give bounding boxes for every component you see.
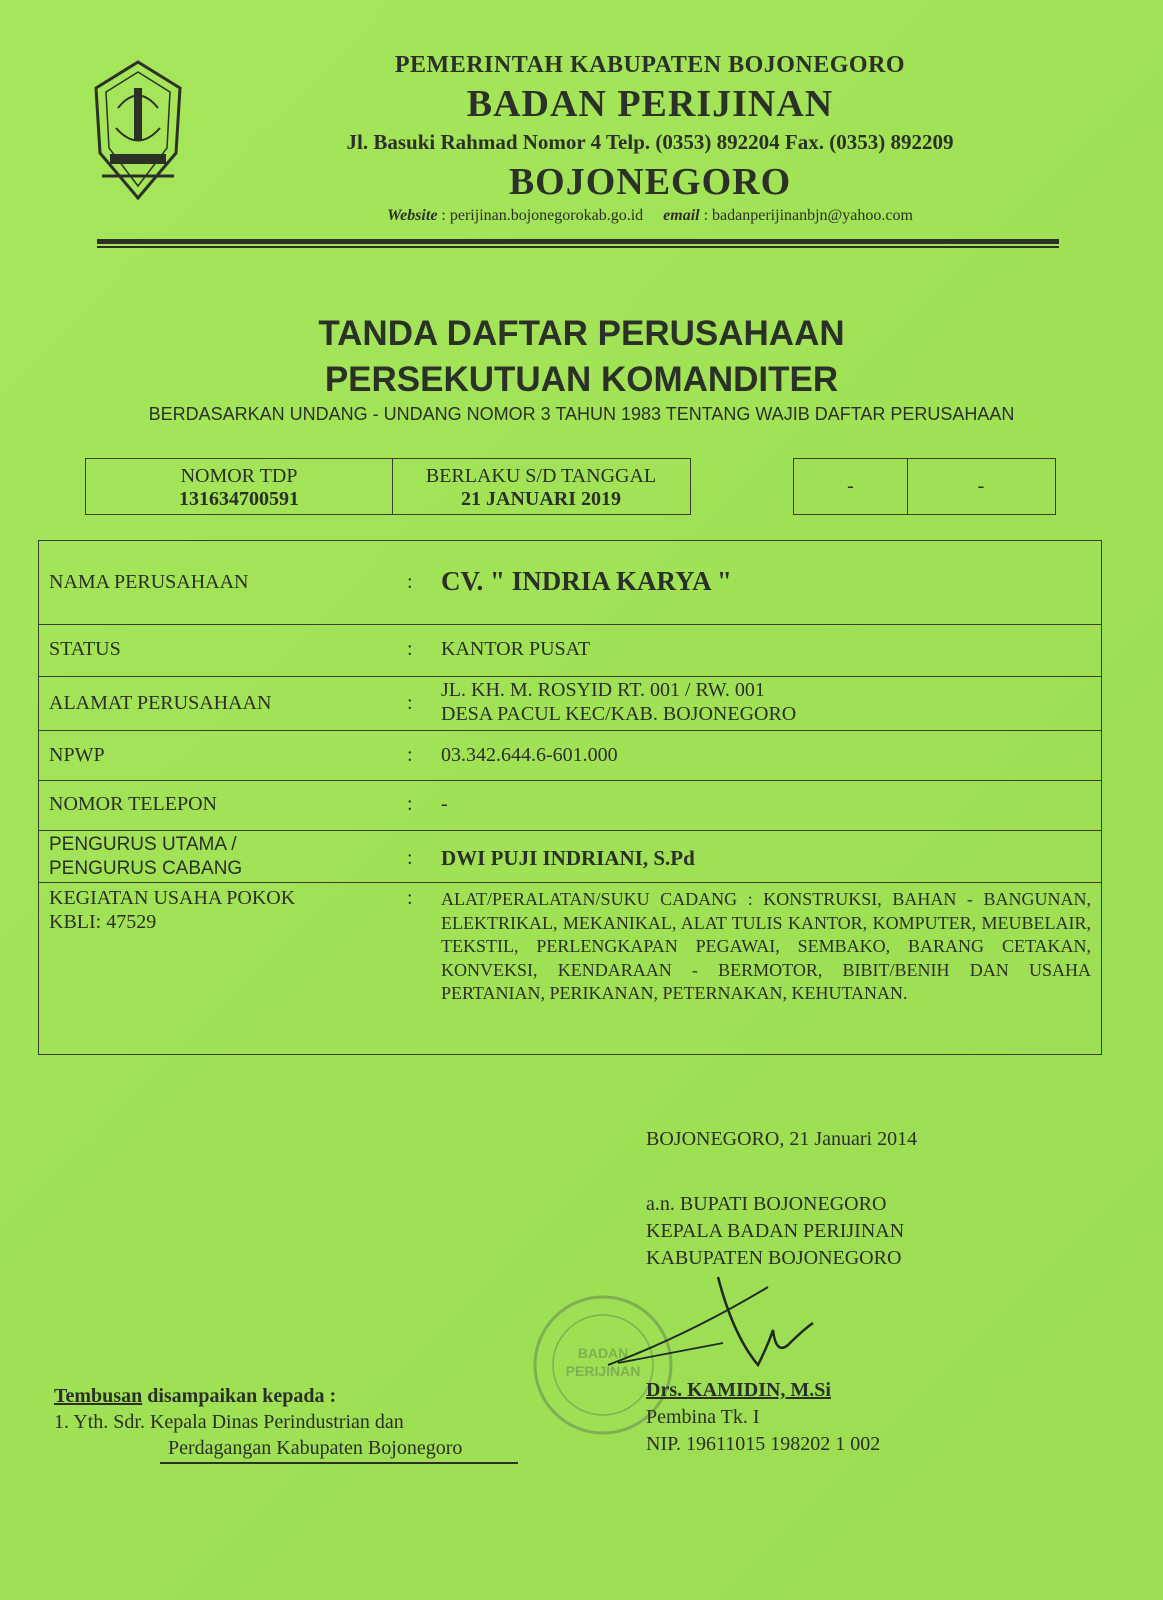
phone-value: - — [441, 793, 448, 815]
row-business-activity — [39, 883, 1101, 1054]
stamp-text-2: PERIJINAN — [565, 1363, 641, 1379]
kbli-label: KBLI: 47529 — [49, 911, 157, 933]
phone-label: NOMOR TELEPON — [49, 793, 217, 815]
row-manager — [39, 831, 1101, 883]
company-name-label: NAMA PERUSAHAAN — [49, 571, 249, 593]
tdp-valid-value: 21 JANUARI 2019 — [461, 488, 621, 510]
stamp-text-1: BADAN — [577, 1345, 629, 1361]
email-label: email — [663, 207, 700, 224]
tdp-info-box — [85, 458, 691, 515]
header-rule-thick — [97, 239, 1059, 244]
blank-box — [793, 458, 1056, 515]
address-label: ALAMAT PERUSAHAAN — [49, 692, 272, 714]
signatory-line-1: a.n. BUPATI BOJONEGORO — [646, 1193, 887, 1215]
status-value: KANTOR PUSAT — [441, 638, 591, 660]
header-rule-thin — [97, 246, 1059, 248]
row-npwp — [39, 731, 1101, 781]
row-company-name — [39, 541, 1101, 625]
tdp-valid-cell — [393, 459, 689, 514]
header-city: BOJONEGORO — [508, 161, 792, 203]
npwp-value: 03.342.644.6-601.000 — [441, 744, 618, 766]
document-subtitle-type: PERSEKUTUAN KOMANDITER — [324, 360, 839, 399]
business-activity-label: KEGIATAN USAHA POKOK — [49, 887, 296, 909]
colon: : — [407, 744, 413, 766]
manager-label-1: PENGURUS UTAMA / — [49, 834, 237, 855]
header-address: Jl. Basuki Rahmad Nomor 4 Telp. (0353) 892204 Fax. (0353) 892209 — [346, 130, 954, 154]
row-phone — [39, 781, 1101, 831]
handwritten-signature-icon — [598, 1275, 818, 1395]
blank-cell-1: - — [794, 459, 908, 514]
signatory-rank: Pembina Tk. I — [646, 1406, 760, 1428]
colon: : — [407, 692, 413, 714]
carbon-copy-item-1-line-1: 1. Yth. Sdr. Kepala Dinas Perindustrian dan — [54, 1411, 404, 1433]
company-name-value: CV. " INDRIA KARYA " — [441, 566, 732, 596]
header-agency: BADAN PERIJINAN — [466, 83, 834, 125]
header-contact — [250, 207, 1050, 225]
legal-basis: BERDASARKAN UNDANG - UNDANG NOMOR 3 TAHUN 1983 TENTANG WAJIB DAFTAR PERUSAHAAN — [148, 404, 1015, 424]
colon: : — [407, 847, 413, 869]
colon: : — [407, 793, 413, 815]
website-value: : perijinan.bojonegorokab.go.id — [441, 207, 644, 224]
carbon-copy-underline — [160, 1462, 518, 1464]
row-address — [39, 677, 1101, 731]
tdp-number-value: 131634700591 — [179, 488, 299, 510]
colon: : — [407, 887, 413, 909]
signatory-nip: NIP. 19611015 198202 1 002 — [646, 1433, 881, 1455]
npwp-label: NPWP — [49, 744, 105, 766]
carbon-copy-title-underlined: Tembusan — [54, 1385, 143, 1407]
manager-value: DWI PUJI INDRIANI, S.Pd — [441, 846, 695, 870]
colon: : — [407, 571, 413, 593]
header-government: PEMERINTAH KABUPATEN BOJONEGORO — [394, 52, 906, 78]
email-value: : badanperijinanbjn@yahoo.com — [703, 207, 913, 224]
colon: : — [407, 638, 413, 660]
tdp-number-cell — [86, 459, 393, 514]
signatory-line-2: KEPALA BADAN PERIJINAN — [646, 1220, 905, 1242]
tdp-number-label: NOMOR TDP — [180, 465, 298, 487]
company-details-table — [38, 540, 1102, 1055]
row-status — [39, 625, 1101, 677]
status-label: STATUS — [49, 638, 121, 660]
business-activity-value: ALAT/PERALATAN/SUKU CADANG : KONSTRUKSI, BAHAN - BANGUNAN, ELEKTRIKAL, MEKANIKAL, ALAT TULIS KANTOR, KOMPUTER, MEUBELAIR, TEKSTIL, PERLENGKAPAN PEGAWAI, SEMBAKO, BARANG CETAKAN, KONVEKSI, KENDARAAN - BERMOTOR, BIBIT/BENIH DAN USAHA PERTANIAN, PERIKANAN, PETERNAKAN, KEHUTANAN. — [441, 889, 1091, 1003]
signatory-line-3: KABUPATEN BOJONEGORO — [646, 1247, 902, 1269]
address-line-1: JL. KH. M. ROSYID RT. 001 / RW. 001 — [441, 679, 765, 701]
bojonegoro-emblem-icon — [88, 58, 188, 208]
carbon-copy-title-rest: disampaikan kepada : — [142, 1385, 337, 1407]
website-label: Website — [387, 207, 438, 224]
tdp-valid-label: BERLAKU S/D TANGGAL — [425, 465, 657, 487]
document-title: TANDA DAFTAR PERUSAHAAN — [318, 314, 845, 353]
manager-label-2: PENGURUS CABANG — [49, 858, 243, 879]
address-line-2: DESA PACUL KEC/KAB. BOJONEGORO — [441, 703, 797, 725]
place-date: BOJONEGORO, 21 Januari 2014 — [646, 1128, 918, 1150]
carbon-copy-title — [54, 1385, 336, 1408]
blank-cell-2: - — [977, 475, 985, 497]
signatory-name: Drs. KAMIDIN, M.Si — [646, 1379, 831, 1401]
carbon-copy-item-1-line-2: Perdagangan Kabupaten Bojonegoro — [168, 1437, 463, 1459]
